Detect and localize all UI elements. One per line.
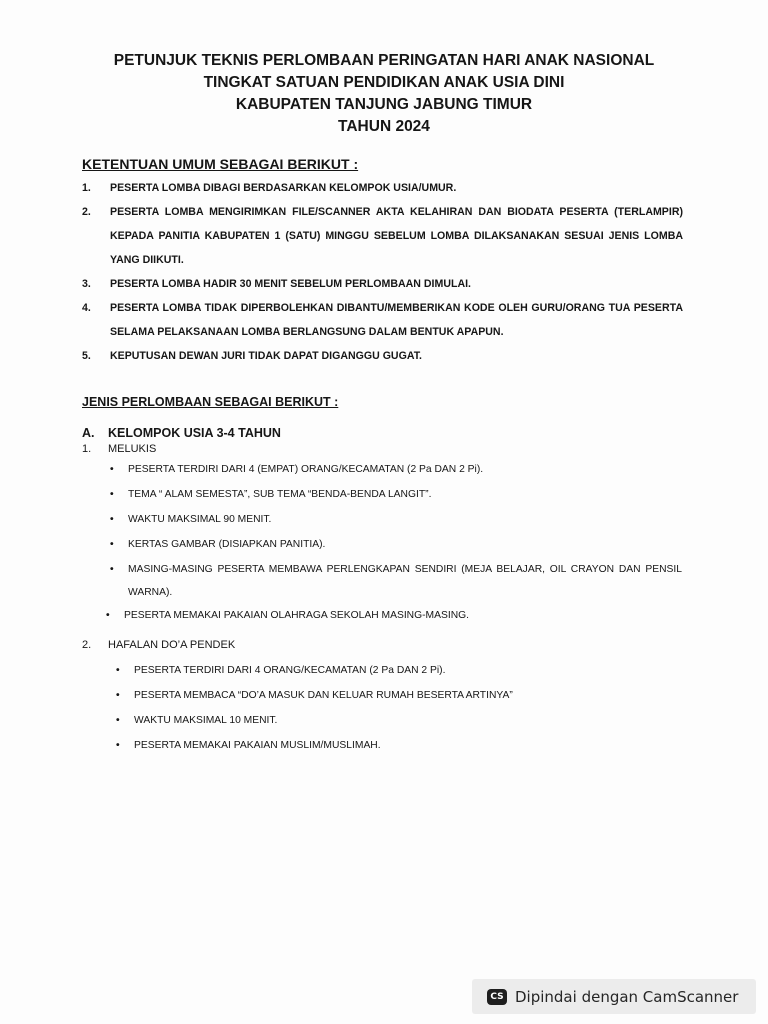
age-group-heading	[82, 426, 281, 440]
bullet-dot-icon: •	[110, 489, 114, 500]
camscanner-watermark	[472, 979, 756, 1014]
bullet-text: PESERTA TERDIRI DARI 4 (EMPAT) ORANG/KECAMATAN (2 Pa DAN 2 Pi).	[128, 464, 484, 475]
bullet-text: WAKTU MAKSIMAL 90 MENIT.	[128, 514, 272, 525]
provision-text: PESERTA LOMBA MENGIRIMKAN FILE/SCANNER AKTA KELAHIRAN DAN BIODATA PESERTA (TERLAMPIR) KEPADA PANITIA KABUPATEN 1 (SATU) MINGGU SEBELUM LOMBA DILAKSANAKAN SESUAI JENIS LOMBA YANG DIIKUTI.	[110, 206, 683, 266]
title-line-1: PETUNJUK TEKNIS PERLOMBAAN PERINGATAN HARI ANAK NASIONAL	[113, 52, 655, 69]
bullet-text: PESERTA MEMBACA “DO’A MASUK DAN KELUAR RUMAH BESERTA ARTINYA”	[134, 690, 513, 701]
competition-heading-hafalan	[82, 639, 235, 651]
competition-heading-melukis	[82, 443, 156, 455]
provision-text: PESERTA LOMBA TIDAK DIPERBOLEHKAN DIBANTU/MEMBERIKAN KODE OLEH GURU/ORANG TUA PESERTA SELAMA PELAKSANAAN LOMBA BERLANGSUNG DALAM BENTUK APAPUN.	[110, 302, 683, 338]
age-group-marker: A.	[82, 426, 95, 440]
bullet-dot-icon: •	[106, 610, 110, 621]
bullet-text: KERTAS GAMBAR (DISIAPKAN PANITIA).	[128, 539, 326, 550]
provision-number: 3.	[82, 278, 91, 290]
title-line-4: TAHUN 2024	[338, 118, 430, 135]
provision-number: 1.	[82, 182, 91, 194]
provision-text: PESERTA LOMBA DIBAGI BERDASARKAN KELOMPOK USIA/UMUR.	[110, 182, 457, 194]
title-line-3: KABUPATEN TANJUNG JABUNG TIMUR	[235, 96, 533, 113]
age-group-label: KELOMPOK USIA 3-4 TAHUN	[108, 426, 281, 440]
bullet-dot-icon: •	[110, 564, 114, 575]
bullet-dot-icon: •	[116, 665, 120, 676]
bullet-text: PESERTA MEMAKAI PAKAIAN OLAHRAGA SEKOLAH MASING-MASING.	[124, 610, 470, 621]
provision-number: 4.	[82, 302, 91, 314]
competition-name: HAFALAN DO’A PENDEK	[108, 639, 236, 651]
bullet-text: PESERTA TERDIRI DARI 4 ORANG/KECAMATAN (2 Pa DAN 2 Pi).	[134, 665, 446, 676]
bullet-dot-icon: •	[110, 539, 114, 550]
bullet-dot-icon: •	[116, 740, 120, 751]
document-title	[0, 50, 768, 138]
provision-text: KEPUTUSAN DEWAN JURI TIDAK DAPAT DIGANGGU GUGAT.	[110, 350, 422, 362]
bullet-dot-icon: •	[110, 514, 114, 525]
provision-number: 2.	[82, 206, 91, 218]
bullet-dot-icon: •	[110, 464, 114, 475]
camscanner-logo-icon: CS	[487, 989, 507, 1005]
provision-text: PESERTA LOMBA HADIR 30 MENIT SEBELUM PERLOMBAAN DIMULAI.	[110, 278, 471, 290]
competition-name: MELUKIS	[108, 443, 157, 455]
competition-number: 1.	[82, 443, 92, 455]
title-line-2: TINGKAT SATUAN PENDIDIKAN ANAK USIA DINI	[203, 74, 565, 91]
bullet-dot-icon: •	[116, 715, 120, 726]
bullet-text: PESERTA MEMAKAI PAKAIAN MUSLIM/MUSLIMAH.	[134, 740, 381, 751]
bullet-dot-icon: •	[116, 690, 120, 701]
bullet-text: MASING-MASING PESERTA MEMBAWA PERLENGKAPAN SENDIRI (MEJA BELAJAR, OIL CRAYON DAN PENSIL WARNA).	[128, 564, 682, 598]
general-provisions-heading: KETENTUAN UMUM SEBAGAI BERIKUT :	[82, 156, 359, 172]
bullet-text: TEMA “ ALAM SEMESTA”, SUB TEMA “BENDA-BENDA LANGIT”.	[128, 489, 432, 500]
competition-number: 2.	[82, 639, 92, 651]
watermark-text: Dipindai dengan CamScanner	[515, 987, 739, 1006]
bullet-text: WAKTU MAKSIMAL 10 MENIT.	[134, 715, 278, 726]
provision-number: 5.	[82, 350, 91, 362]
competition-types-heading: JENIS PERLOMBAAN SEBAGAI BERIKUT :	[82, 395, 339, 409]
